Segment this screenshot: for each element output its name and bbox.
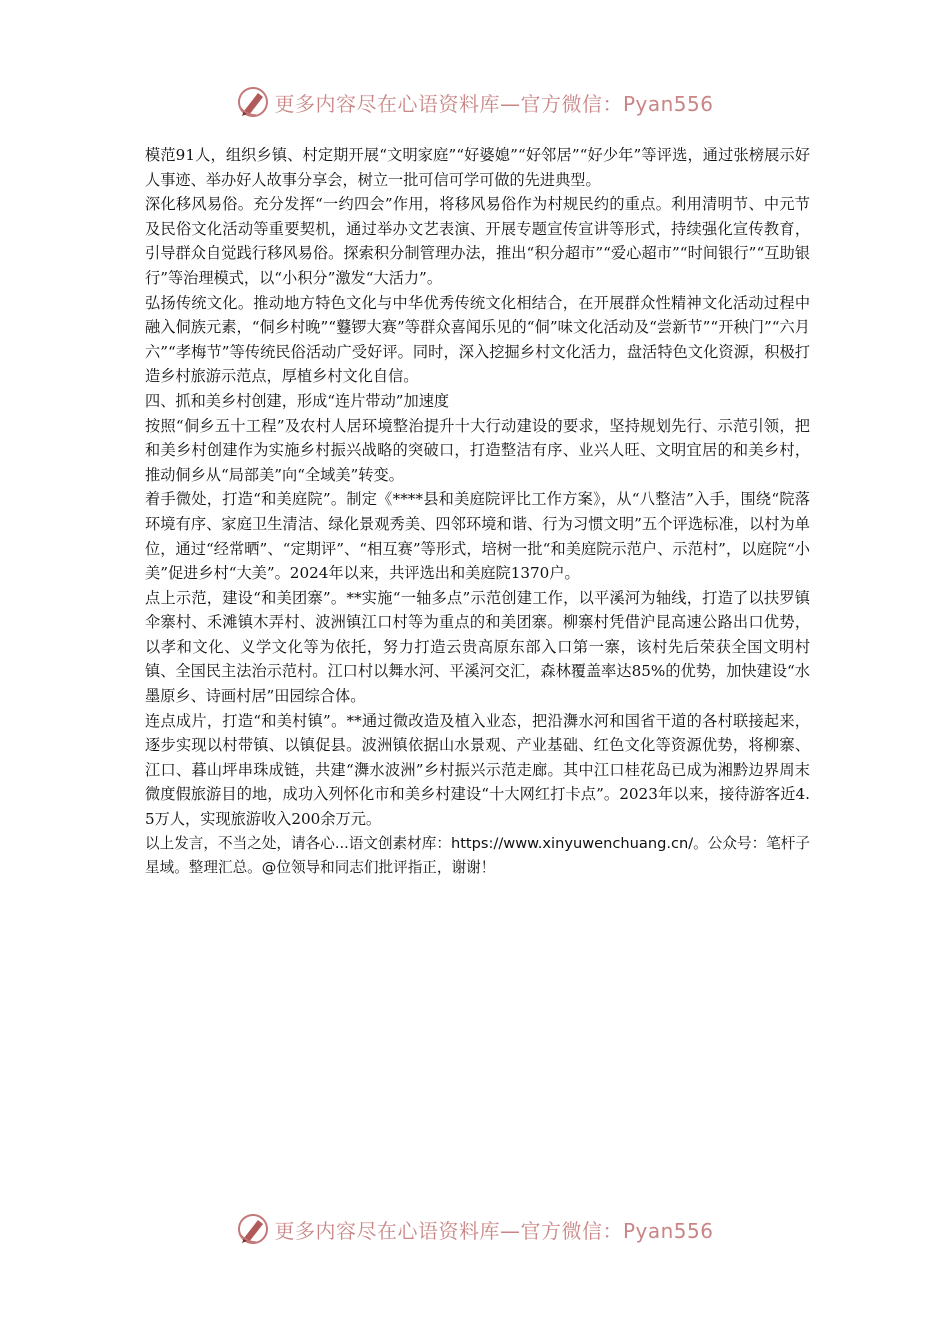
paragraph-2: 深化移风易俗。充分发挥“一约四会”作用，将移风易俗作为村规民约的重点。利用清明节、中元节及民俗文化活动等重要契机，通过举办文艺表演、开展专题宣传宣讲等形式，持续强化宣传教育，引导群众自觉践行移风易俗。探索积分制管理办法，推出“积分超市”“爱心超市”“时间银行”“互助银行”等治理模式，以“小积分”激发“大活力”。 bbox=[145, 195, 810, 287]
paragraph-8: 连点成片，打造“和美村镇”。**通过微改造及植入业态，把沿㵲水河和国省干道的各村联接起来，逐步实现以村带镇、以镇促县。波洲镇依据山水景观、产业基础、红色文化等资源优势，将柳寨、江口、暮山坪串珠成链，共建“㵲水波洲”乡村振兴示范走廊。其中江口桂花岛已成为湘黔边界周末微度假旅游目的地，成功入列怀化市和美乡村建设“十大网红打卡点”。2023年以来，接待游客近4.5万人，实现旅游收入200余万元。 bbox=[145, 711, 810, 829]
section-heading: 四、抓和美乡村创建，形成“连片带动”加速度 bbox=[145, 391, 450, 410]
footer-banner bbox=[0, 1207, 950, 1251]
header-banner bbox=[0, 80, 950, 124]
pen-circle-logo-icon bbox=[236, 85, 270, 119]
pen-circle-logo-icon bbox=[236, 1212, 270, 1246]
paragraph-6: 着手微处，打造“和美庭院”。制定《****县和美庭院评比工作方案》，从“八整洁”入手，围绕“院落环境有序、家庭卫生清洁、绿化景观秀美、四邻环境和谐、行为习惯文明”五个评选标准，以村为单位，通过“经常晒”、“定期评”、“相互赛”等形式，培树一批“和美庭院示范户、示范村”，以庭院“小美”促进乡村“大美”。2024年以来，共评选出和美庭院1370户。 bbox=[145, 490, 810, 583]
header-banner-text: 更多内容尽在心语资料库—官方微信：Pyan556 bbox=[274, 91, 714, 116]
paragraph-1: 模范91人，组织乡镇、村定期开展“文明家庭”“好婆媳”“好邻居”“好少年”等评选，通过张榜展示好人事迹、举办好人故事分享会，树立一批可信可学可做的先进典型。 bbox=[145, 146, 810, 189]
paragraph-7: 点上示范，建设“和美团寨”。**实施“一轴多点”示范创建工作，以平溪河为轴线，打造了以扶罗镇伞寨村、禾滩镇木弄村、波洲镇江口村等为重点的和美团寨。柳寨村凭借沪昆高速公路出口优势，以孝和文化、义学文化等为依托，努力打造云贵高原东部入口第一寨，该村先后荣获全国文明村镇、全国民主法治示范村。江口村以舞水河、平溪河交汇，森林覆盖率达85%的优势，加快建设“水墨原乡、诗画村居”田园综合体。 bbox=[145, 588, 810, 706]
footer-banner-text: 更多内容尽在心语资料库—官方微信：Pyan556 bbox=[274, 1218, 714, 1243]
closing-remarks: 以上发言，不当之处，请各心...语文创素材库：https://www.xinyuwenchuang.cn/。公众号：笔杆子星域。整理汇总。@位领导和同志们批评指正，谢谢！ bbox=[145, 834, 810, 877]
document-body bbox=[145, 143, 810, 881]
paragraph-5: 按照“侗乡五十工程”及农村人居环境整治提升十大行动建设的要求，坚持规划先行、示范引领，把和美乡村创建作为实施乡村振兴战略的突破口，打造整洁有序、业兴人旺、文明宜居的和美乡村，推动侗乡从“局部美”向“全域美”转变。 bbox=[145, 416, 810, 484]
paragraph-3: 弘扬传统文化。推动地方特色文化与中华优秀传统文化相结合，在开展群众性精神文化活动过程中融入侗族元素，“侗乡村晚”“鼟锣大赛”等群众喜闻乐见的“侗”味文化活动及“尝新节”“开秧门”“六月六”“孝梅节”等传统民俗活动广受好评。同时，深入挖掘乡村文化活力，盘活特色文化资源，积极打造乡村旅游示范点，厚植乡村文化自信。 bbox=[145, 293, 810, 386]
